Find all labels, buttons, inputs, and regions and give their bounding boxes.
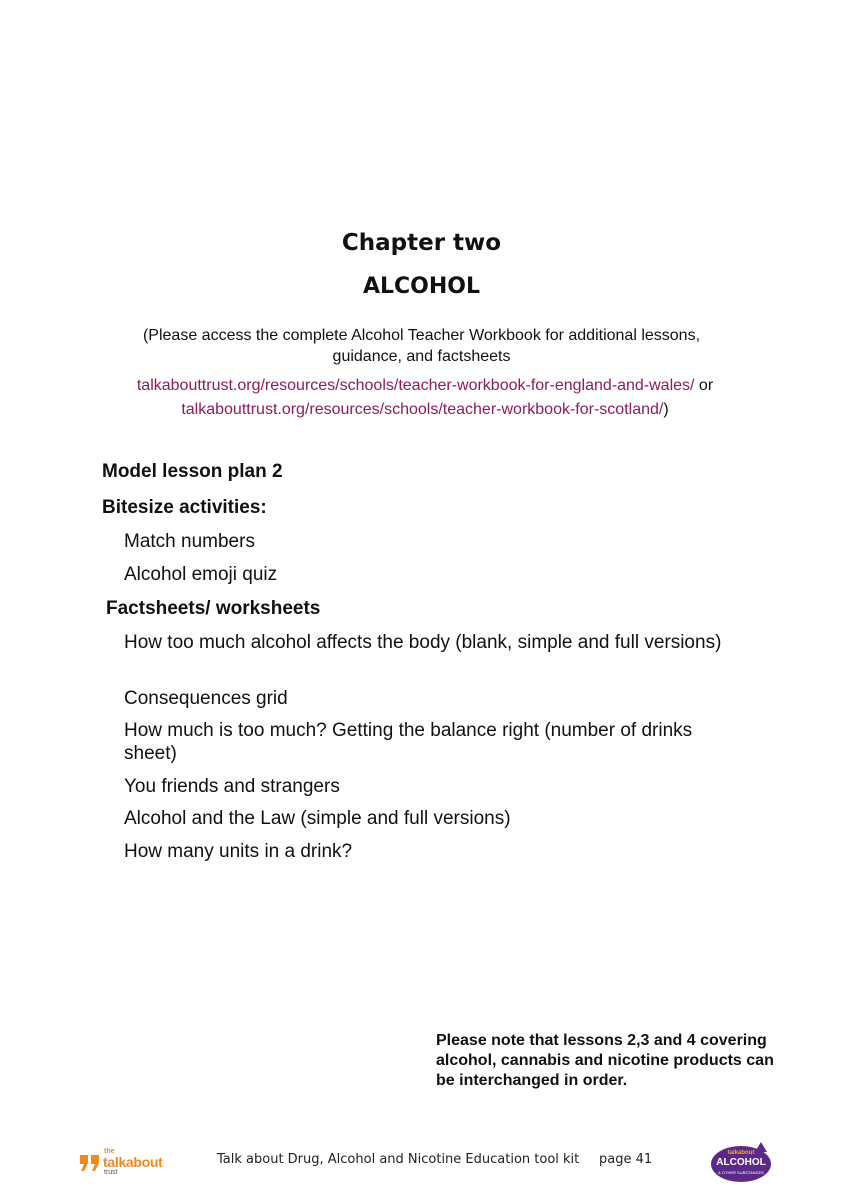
factsheet-item: Alcohol and the Law (simple and full versions) [124, 808, 511, 829]
factsheet-item: How many units in a drink? [124, 841, 353, 862]
or-text: or [694, 377, 714, 394]
england-wales-link[interactable]: talkabouttrust.org/resources/schools/teacher-workbook-for-england-and-wales/ [136, 377, 695, 394]
logo-alcohol-text: ALCOHOL [716, 1157, 766, 1168]
quote-mark-icon [79, 1151, 101, 1173]
talkabout-alcohol-logo [711, 1142, 771, 1182]
logo-the-text: the [104, 1148, 115, 1155]
workbook-links [80, 374, 770, 422]
page-number: page 41 [599, 1152, 653, 1167]
factsheet-item: You friends and strangers [124, 776, 340, 797]
factsheet-item: Consequences grid [124, 688, 288, 709]
interchange-note: Please note that lessons 2,3 and 4 covering alcohol, cannabis and nicotine products can be interchanged in order. [436, 1032, 774, 1089]
scotland-link[interactable]: talkabouttrust.org/resources/schools/teacher-workbook-for-scotland/ [181, 401, 664, 418]
bitesize-heading: Bitesize activities: [102, 497, 267, 518]
bitesize-item: Alcohol emoji quiz [124, 564, 278, 585]
chapter-title: Chapter two [341, 230, 502, 256]
logo-substances-text: & OTHER SUBSTANCES [718, 1170, 764, 1175]
factsheets-heading: Factsheets/ worksheets [106, 598, 321, 619]
lesson-plan-heading: Model lesson plan 2 [102, 461, 283, 482]
logo-name-text: talkabout [103, 1154, 163, 1170]
logo-talkabout-text: talkabout [727, 1150, 755, 1156]
factsheet-item: How too much alcohol affects the body (blank, simple and full versions) [124, 632, 722, 653]
logo-trust-text: trust [104, 1169, 118, 1176]
access-note: (Please access the complete Alcohol Teacher Workbook for additional lessons, guidance, and factsheets [142, 327, 701, 365]
talkabout-trust-logo [79, 1148, 179, 1178]
chapter-subject: ALCOHOL [362, 274, 481, 299]
bitesize-item: Match numbers [124, 531, 255, 552]
close-paren: ) [663, 401, 669, 418]
footer-title: Talk about Drug, Alcohol and Nicotine Education tool kit [217, 1152, 580, 1167]
factsheet-item: How much is too much? Getting the balance right (number of drinks sheet) [124, 720, 693, 764]
